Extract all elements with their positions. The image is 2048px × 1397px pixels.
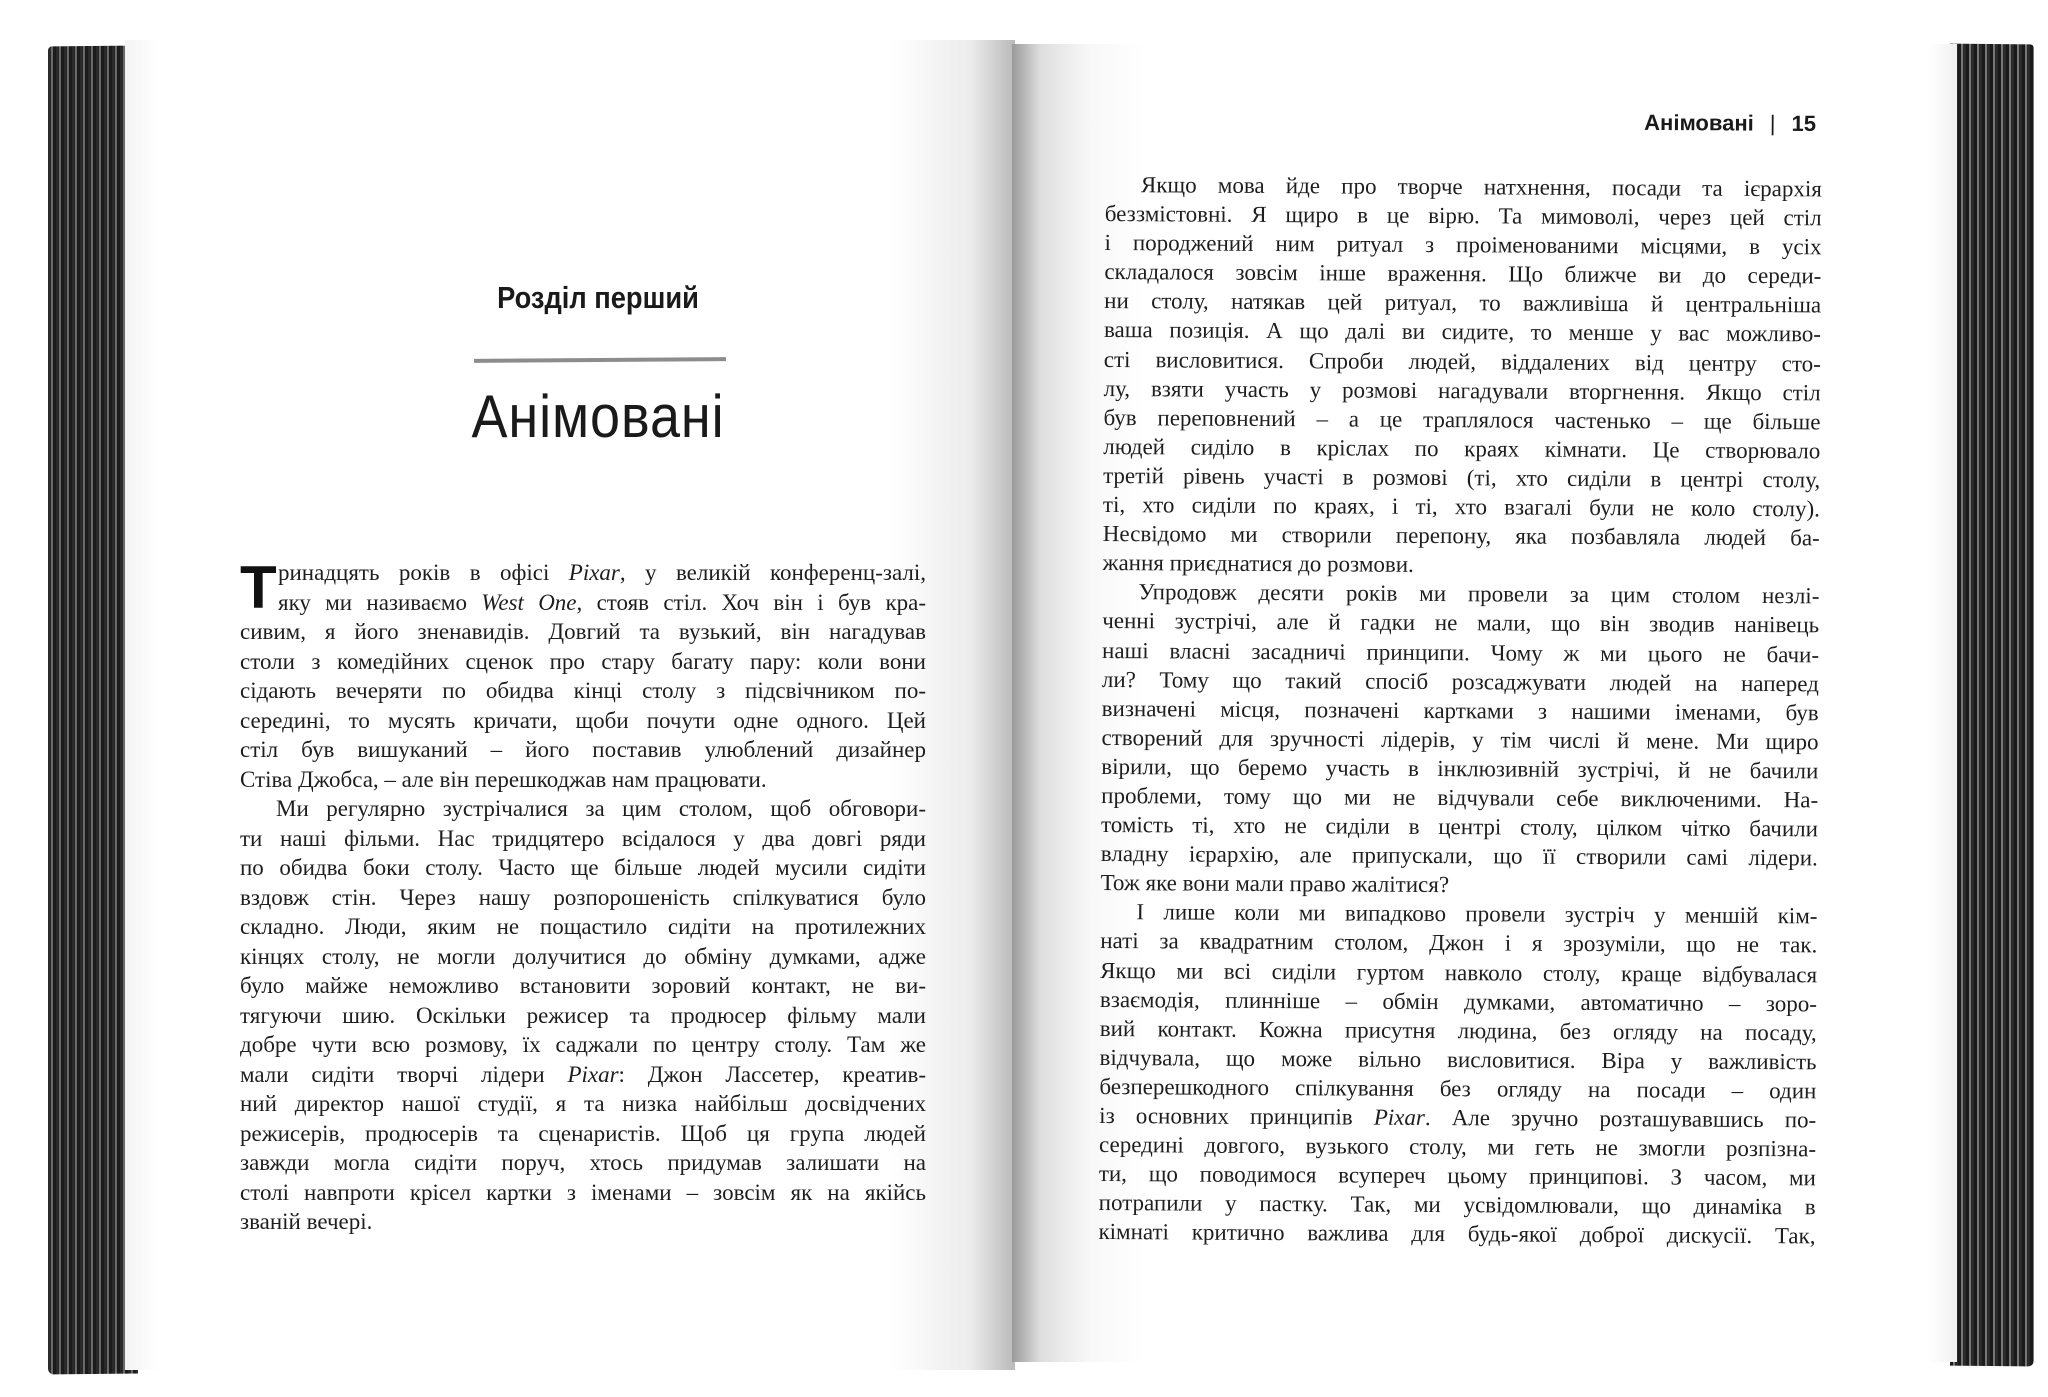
text-line: ті, хто сиділи по краях, і ті, хто взагалі були не коло столу). [1102, 492, 1821, 522]
text-line: тягуючи шию. Оскільки режисер та продюсер фільму мали [240, 1002, 926, 1028]
text-line: беззмістовні. Я щиро в це вірю. Та мимоволі, через цей стіл [1104, 201, 1822, 231]
text-line: проблеми, тому що ми не відчували себе виключеними. На- [1101, 782, 1819, 813]
text-line: вздовж стін. Через нашу розпорошеність спілкуватися було [240, 884, 926, 910]
running-head [1500, 109, 1816, 137]
text-line: завжди могла сидіти поруч, хтось придумав залишати на [240, 1150, 926, 1175]
drop-cap: Т [240, 554, 277, 621]
running-head-separator: | [1769, 110, 1776, 136]
text-line: середині, то мусять кричати, щоби почути одне одного. Цей [240, 707, 926, 733]
text-line: ни столу, натякав цей ритуал, то важливіша й центральніша [1104, 288, 1822, 318]
text-line: сивим, я його зненавидів. Довгий та вузький, він нагадував [240, 619, 926, 644]
text-line: вірили, що беремо участь в інклюзивній зустрічі, й не бачили [1101, 753, 1819, 784]
text-line: Тож яке вони мали право жалітися? [1100, 870, 1450, 898]
text-line: Несвідомо ми створили перепону, яка позбавляла людей ба- [1102, 521, 1820, 551]
text-line: Якщо ми всі сиділи гуртом навколо столу, краще відбувалася [1100, 957, 1818, 987]
text-line: званій вечері. [240, 1209, 373, 1234]
text-line: І лише коли ми випадково провели зустріч у меншій кім- [1136, 899, 1818, 929]
text-line: ринадцять років в офісі Pixar, у великій конференц-залі, [278, 560, 926, 585]
text-line: Ми регулярно зустрічалися за цим столом, щоб обговори- [276, 796, 926, 821]
text-line: третій рівень участі в розмові (ті, хто сиділи в центрі столу, [1103, 462, 1821, 493]
text-line: потрапили у пастку. Так, ми усвідомлювали, що динаміка в [1098, 1190, 1816, 1220]
text-line: кінцях столу, не могли долучитися до обміну думками, адже [240, 943, 926, 969]
text-line: Упродовж десяти років ми провели за цим столом незлі- [1138, 579, 1820, 609]
page-stack-right-edge [1950, 44, 2034, 1367]
text-line: вий контакт. Кожна присутня людина, без огляду на посаду, [1099, 1015, 1817, 1046]
text-line: Якщо мова йде про творче натхнення, посади та ієрархія [1140, 172, 1822, 202]
text-line: столі навпроти крісел картки з іменами – зовсім як на якійсь [240, 1179, 926, 1205]
text-line: ний директор нашої студії, я та низка найбільш досвідчених [240, 1091, 926, 1116]
running-head-title: Анімовані [1644, 109, 1754, 136]
text-line: ваша позиція. А що далі ви сидите, то менше у вас можливо- [1103, 317, 1822, 347]
text-line: ченні зустрічі, але й гадки не мали, що він зводив нанівець [1102, 608, 1820, 638]
text-line: наті за квадратним столом, Джон і я зрозуміли, що не так. [1100, 928, 1818, 958]
text-line: кімнаті критично важлива для будь-якої доброї дискусії. Так, [1098, 1219, 1816, 1249]
text-line: томість ті, хто не сиділи в центрі столу, цілком чітко бачили [1100, 812, 1819, 842]
text-line: жання приєднатися до розмови. [1102, 550, 1414, 578]
text-line: визначені місця, позначені картками з нашими іменами, був [1101, 695, 1819, 726]
text-line: ли? Тому що такий спосіб розсаджувати людей на наперед [1101, 666, 1819, 696]
text-line: ти, що поводимося всупереч цьому принципові. З часом, ми [1098, 1161, 1816, 1191]
text-line: створений для зручності лідерів, у тім числі й мене. Ми щиро [1101, 724, 1819, 755]
italic-term: Pixar [1373, 1104, 1425, 1130]
text-line: режисерів, продюсерів та сценаристів. Щоб ця група людей [240, 1120, 926, 1146]
page-number: 15 [1791, 110, 1817, 136]
text-line: ти наші фільми. Нас тридцятеро всідалося у два довгі ряди [240, 825, 926, 851]
text-line: із основних принципів Pixar. Але зручно розташувавшись по- [1099, 1102, 1817, 1133]
text-line: сідають вечеряти по обидва кінці столу з підсвічником по- [240, 678, 926, 703]
text-line: лу, взяти участь у розмові нагадували вторгнення. Якщо стіл [1103, 375, 1821, 406]
text-line: складно. Люди, яким не пощастило сидіти на протилежних [240, 914, 926, 939]
text-line: відчувала, що може вільно висловитися. Віра у важливість [1099, 1044, 1817, 1075]
italic-term: West One [481, 589, 577, 615]
text-line: складалося зовсім інше враження. Що ближче ви до середи- [1104, 259, 1822, 289]
italic-term: Pixar [568, 560, 620, 585]
text-line: і породжений ним ритуал з проіменованими місцями, в усіх [1104, 230, 1822, 260]
text-line: Стіва Джобса, – але він перешкоджав нам працювати. [240, 766, 767, 792]
text-line: безперешкодного спілкування без огляду на посади – один [1099, 1073, 1817, 1104]
text-line: сті висловитися. Спроби людей, віддалених від центру сто- [1103, 346, 1821, 376]
text-line: стіл був вишуканий – його поставив улюблений дизайнер [240, 737, 926, 762]
chapter-title: Анімовані [471, 383, 725, 450]
italic-term: Pixar [567, 1061, 619, 1087]
chapter-label: Розділ перший [497, 280, 699, 315]
text-line: середині довгого, вузького столу, ми геть не змогли розпізна- [1098, 1132, 1817, 1162]
text-line: взаємодія, плинніше – обмін думками, автоматично – зоро- [1099, 986, 1817, 1016]
text-line: мали сидіти творчі лідери Pixar: Джон Лассетер, креатив- [240, 1061, 926, 1087]
text-line: було майже неможливо встановити зоровий контакт, не ви- [240, 973, 926, 998]
text-line: був переповнений – а це траплялося частенько – ще більше [1103, 404, 1821, 435]
text-line: людей сиділо в кріслах по краях кімнати. Це створювало [1103, 433, 1821, 464]
text-line: добре чути всю розмову, їх саджали по центру столу. Там же [240, 1032, 926, 1057]
left-body-text [240, 554, 926, 1237]
right-body-text [1098, 170, 1822, 1251]
text-line: наші власні засадничі принципи. Чому ж ми цього не бачи- [1101, 637, 1820, 667]
text-line: владну ієрархію, але припускали, що її створили самі лідери. [1100, 841, 1818, 871]
text-line: столи з комедійних сценок про стару багату пару: коли вони [240, 648, 926, 674]
text-line: яку ми називаємо West One, стояв стіл. Хоч він і був кра- [278, 589, 926, 615]
text-line: по обидва боки столу. Часто ще більше людей мусили сидіти [240, 855, 926, 880]
